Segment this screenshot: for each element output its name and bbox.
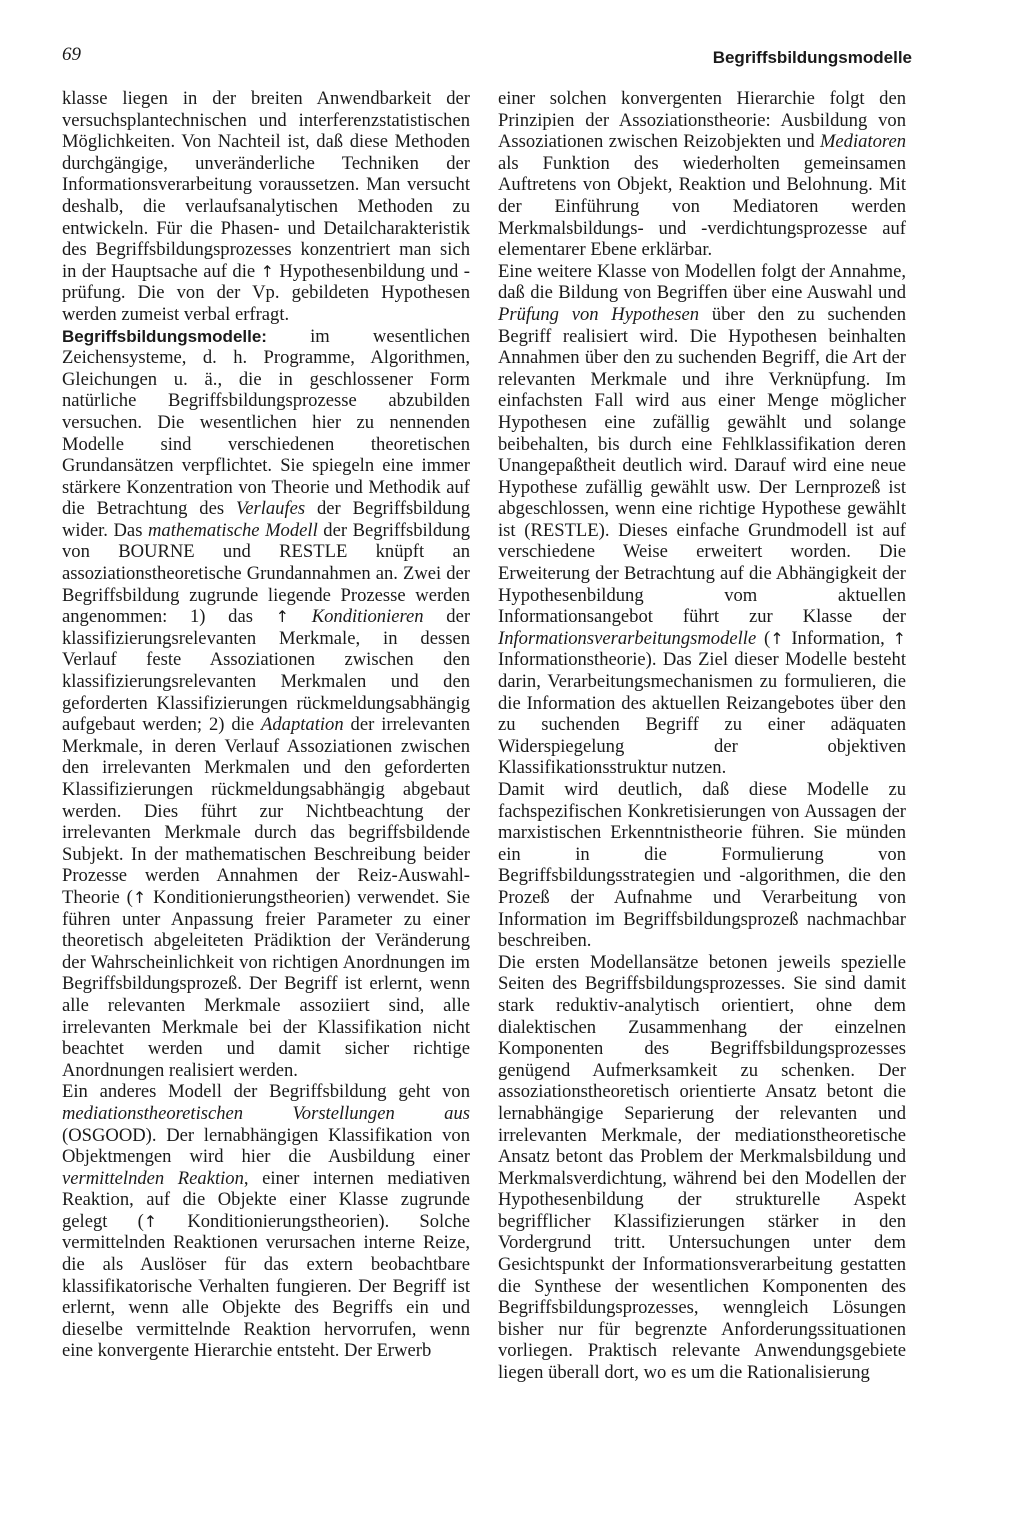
- page-number: 69: [62, 44, 81, 65]
- up-arrow-icon: ↑: [770, 628, 784, 648]
- italic-run: mathematische Modell: [147, 519, 318, 541]
- text-run: Eine weitere Klasse von Modellen folgt der Annahme, daß die Bildung von Begriffen über eine Auswahl und: [498, 260, 906, 304]
- italic-run: Adaptation: [261, 714, 344, 736]
- up-arrow-icon: ↑: [892, 628, 906, 648]
- paragraph: [62, 1081, 470, 1362]
- up-arrow-icon: ↑: [143, 1211, 158, 1231]
- paragraph: [62, 88, 470, 326]
- text-run: (: [756, 627, 771, 649]
- up-arrow-icon: ↑: [260, 261, 274, 281]
- text-run: Information,: [783, 627, 893, 649]
- entry-term: Begriffsbildungsmodelle:: [62, 326, 267, 346]
- italic-run: Informationsverarbeitungsmodelle: [498, 627, 757, 649]
- text-run: (OSGOOD). Der lernabhängigen Klassifikation von Objektmengen wird hier die Ausbildung einer: [62, 1124, 470, 1168]
- text-run: , einer internen mediativen Reaktion, auf die Objekte einer Klasse zugrunde gelegt (: [62, 1167, 470, 1232]
- right-column: [498, 88, 906, 1384]
- text-run: Konditionierungstheorien) verwendet. Sie führen unter Anpassung freier Parameter zu einer theoretisch abgeleiteten Prädiktion der Veränderung der Wahrscheinlichkeit von richtigen Anordnungen im Begriffsbildungsprozeß. Der Begriff ist erlernt, wenn alle relevanten Merkmale assoziiert sind, alle irrelevanten Merkmale bei der Klassifikation nicht beachtet werden und damit sicher richtige Anordnungen realisiert werden.: [62, 886, 470, 1081]
- text-run: im wesentlichen Zeichensysteme, d. h. Programme, Algorithmen, Gleichungen u. ä., die in geschlossener Form natürliche Begriffsbildungsprozesse abzubilden versuchen. Die wesentlichen hier zu nennenden Modelle sind verschiedenen theoretischen Grundansätzen verpflichtet. Sie spiegeln eine immer stärkere Konzentration von Theorie und Methodik auf die Betrachtung des: [62, 325, 470, 520]
- italic-run: vermittelnden Reaktion: [62, 1167, 244, 1189]
- paragraph: Damit wird deutlich, daß diese Modelle zu fachspezifischen Konkretisierungen von Aussagen der marxistischen Erkenntnistheorie führen. Sie münden ein in die Formulierung von Begriffsbildungsstrategien und -algorithmen, die den Prozeß der Aufnahme und Verarbeitung von Information im Begriffsbildungsprozeß nachmachbar beschreiben.: [498, 779, 906, 952]
- text-run: klasse liegen in der breiten Anwendbarkeit der versuchsplantechnischen und interferenzstatistischen Möglichkeiten. Von Nachteil ist, daß diese Methoden durchgängige, unveränderliche Techniken der Informationsverarbeitung voraussetzen. Man versucht deshalb, die verlaufsanalytischen Methoden zu entwickeln. Für die Phasen- und Detailcharakteristik des Begriffsbildungsprozesses konzentriert man sich in der Hauptsache auf die: [62, 88, 470, 282]
- running-head: Begriffsbildungsmodelle: [712, 48, 912, 67]
- text-run: der klassifizierungsrelevanten Merkmale, in dessen Verlauf feste Assoziationen zwischen den klassifizierungsrelevanten Merkmalen und den geforderten Klassifizierungen rückmeldungsabhängig aufgebaut werden; 2) die: [62, 606, 471, 736]
- italic-run: mediationstheoretischen Vorstellungen aus: [62, 1102, 470, 1124]
- italic-run: Verlaufes: [235, 498, 306, 520]
- italic-run: Prüfung von Hypothesen: [498, 303, 700, 325]
- text-run: Informationstheorie). Das Ziel dieser Modelle besteht darin, Verarbeitungsmechanismen zu formulieren, die die Information des aktuellen Reizangebotes über den zu suchenden Begriff zu einer adäquaten Widerspiegelung der objektiven Klassifikationsstruktur nutzen.: [498, 649, 906, 779]
- paragraph: Die ersten Modellansätze betonen jeweils spezielle Seiten des Begriffsbildungsprozesses. Sie sind damit stark reduktiv-analytisch orientiert, ohne dem dialektischen Zusammenhang der einzelnen Komponenten des Begriffsbildungsprozesses genügend Aufmerksamkeit zu schenken. Der assoziationstheoretisch orientierte Ansatz betont die lernabhängige Separierung der relevanten und irrelevanten Merkmale, der mediationstheoretische Ansatz betont das Problem der Merkmalsbildung und Merkmalsverdichtung, während bei den Modellen der Hypothesenbildung der strukturelle Aspekt begrifflicher Klassifizierungen stärker in den Vordergrund tritt. Untersuchungen unter dem Gesichtspunkt der Informationsverarbeitung gestatten die Synthese der wesentlichen Komponenten des Begriffsbildungsprozesses, wenngleich Lösungen bisher nur für begrenzte Anforderungssituationen vorliegen. Praktisch relevante Anwendungsgebiete liegen überall dort, wo es um die Rationalisierung: [498, 951, 906, 1384]
- italic-run: Konditionieren: [289, 606, 424, 628]
- text-run: der irrelevanten Merkmale, in deren Verlauf Assoziationen zwischen den irrelevanten Merkmalen und den geforderten Klassifizierungen rückmeldungsabhängig abgebaut werden. Dies führt zur Nichtbeachtung der irrelevanten Merkmale durch das begriffsbildende Subjekt. In der mathematischen Beschreibung beider Prozesse werden Annahmen der Reiz-Auswahl-Theorie (: [62, 714, 470, 908]
- text-run: einer solchen konvergenten Hierarchie folgt den Prinzipien der Assoziationstheorie: Ausbildung von Assoziationen zwischen Reizobjekten und: [498, 88, 906, 153]
- italic-run: Mediatoren: [819, 131, 906, 153]
- text-run: der Begriffsbildung wider. Das: [62, 498, 470, 541]
- text-run: der Begriffsbildung von BOURNE und RESTLE knüpft an assoziationstheoretische Grundannahmen an. Zwei der Begriffsbildung zugrunde liegende Prozesse werden angenommen: 1) das: [62, 519, 471, 628]
- paragraph: [62, 326, 470, 1082]
- text-run: als Funktion des wiederholten gemeinsamen Auftretens von Objekt, Reaktion und Belohnung. Mit der Einführung von Mediatoren werden Merkmalsbildungs- und -verdichtungsprozesse auf elementarer Ebene erklärbar.: [498, 152, 906, 261]
- up-arrow-icon: ↑: [275, 607, 290, 627]
- paragraph: [498, 261, 906, 779]
- text-run: über den zu suchenden Begriff realisiert wird. Die Hypothesen beinhalten Annahmen über den zu suchenden Begriff, die Art der relevanten Merkmale und ihre Verknüpfung. Im einfachsten Fall wird aus einer Menge möglicher Hypothesen eine zufällig gewählt und solange beibehalten, bis durch eine Fehlklassifikation deren Unangepaßtheit deutlich wird. Darauf wird eine neue Hypothese zufällig gewählt usw. Der Lernprozeß ist abgeschlossen, wenn eine richtige Hypothese gewählt ist (RESTLE). Dieses einfache Grundmodell ist auf verschiedene Weise erweitert worden. Die Erweiterung der Betrachtung auf die Abhängigkeit der Hypothesenbildung vom aktuellen Informationsangebot führt zur Klasse der: [498, 303, 906, 628]
- text-run: Ein anderes Modell der Begriffsbildung geht von: [62, 1081, 470, 1103]
- up-arrow-icon: ↑: [132, 887, 147, 907]
- paragraph: [498, 88, 906, 261]
- left-column: [62, 88, 470, 1362]
- text-run: Hypothesenbildung und -prüfung. Die von der Vp. gebildeten Hypothesen werden zumeist verbal erfragt.: [62, 260, 470, 325]
- text-run: Konditionierungstheorien). Solche vermittelnden Reaktionen verursachen interne Reize, die als Auslöser für das extern beobachtbare klassifikatorische Verhalten fungieren. Der Begriff ist erlernt, wenn alle Objekte des Begriffs ein und dieselbe vermittelnde Reaktion hervorrufen, wenn eine konvergente Hierarchie entsteht. Der Erwerb: [62, 1210, 470, 1362]
